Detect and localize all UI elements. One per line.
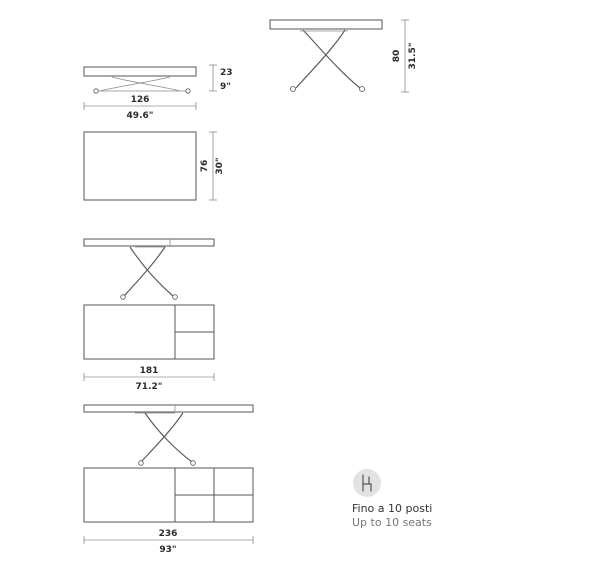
plan-view-extended-1 [84,305,214,359]
length-dimension [84,95,196,121]
low-height-in-label: 9" [220,82,231,92]
height-cm-label: 80 [392,49,402,63]
extended2-cm-label: 236 [158,529,178,539]
seats-label-italian: Fino a 10 posti [352,502,433,515]
height-dimension [392,20,418,92]
height-in-label: 31.5" [408,42,418,70]
length-in-label: 49.6" [126,111,154,121]
side-view-low [84,67,196,93]
side-view-full-height [270,20,382,92]
length-cm-label: 126 [130,95,150,105]
depth-in-label: 30" [215,157,225,175]
side-view-extended-2 [84,405,253,465]
depth-dimension [200,132,225,200]
extended1-cm-label: 181 [139,366,159,376]
low-height-dimension [209,65,233,92]
side-view-extended-1 [84,239,214,299]
extended2-dimension [84,529,253,555]
extended1-in-label: 71.2" [135,382,163,392]
depth-cm-label: 76 [200,159,210,173]
low-height-cm-label: 23 [220,68,233,78]
extended2-in-label: 93" [159,545,177,555]
chair-icon [353,469,381,497]
extended1-dimension [84,366,214,392]
plan-view-extended-2 [84,468,253,522]
seats-label-english: Up to 10 seats [352,516,432,529]
plan-view-closed [84,132,196,200]
